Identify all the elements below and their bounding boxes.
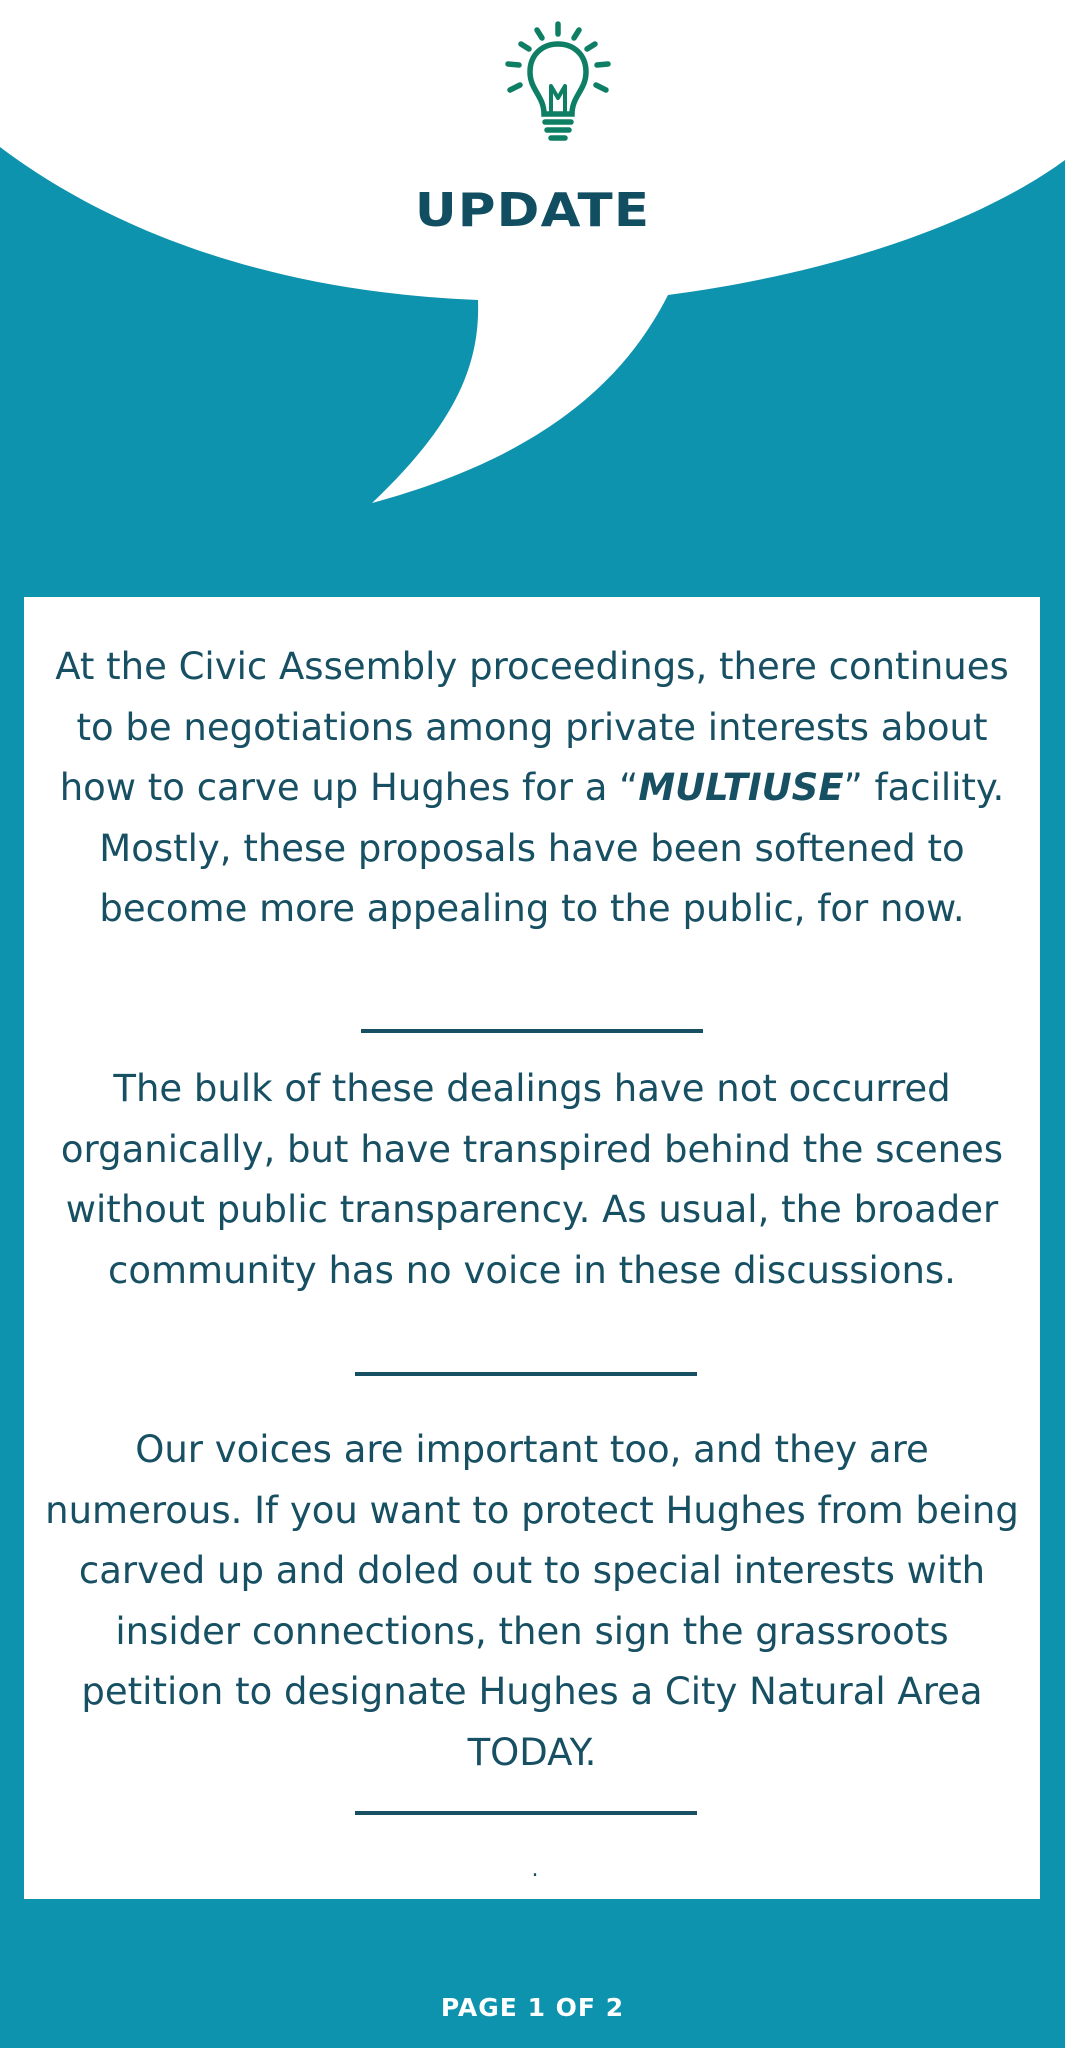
paragraph-1-text: At the Civic Assembly proceedings, there continues to be negotiations among private interests about how to carve up Hughes for a “ bbox=[55, 645, 1009, 809]
lightbulb-icon bbox=[496, 18, 620, 150]
paragraph-1-continuation: ” facility. Mostly, these proposals have been softened to become more appealing to the public, for now. bbox=[99, 766, 1005, 930]
paragraph-civic-assembly bbox=[44, 637, 1020, 940]
divider bbox=[355, 1372, 697, 1376]
paragraph-dealings: The bulk of these dealings have not occurred organically, but have transpired behind the scenes without public transparency. As usual, the broader community has no voice in these discussions. bbox=[60, 1067, 1004, 1292]
multiuse-emphasis: MULTIUSE bbox=[638, 766, 844, 809]
end-mark: . bbox=[531, 1857, 539, 1882]
divider bbox=[361, 1029, 703, 1033]
page-title: UPDATE bbox=[414, 183, 651, 237]
paragraph-petition-call: Our voices are important too, and they are numerous. If you want to protect Hughes from being carved up and doled out to special interests with insider connections, then sign the grassroots petition to designate Hughes a City Natural Area TODAY. bbox=[45, 1428, 1019, 1774]
divider bbox=[355, 1811, 697, 1815]
content-card bbox=[24, 597, 1040, 1899]
page-indicator: PAGE 1 OF 2 bbox=[440, 1993, 625, 2022]
